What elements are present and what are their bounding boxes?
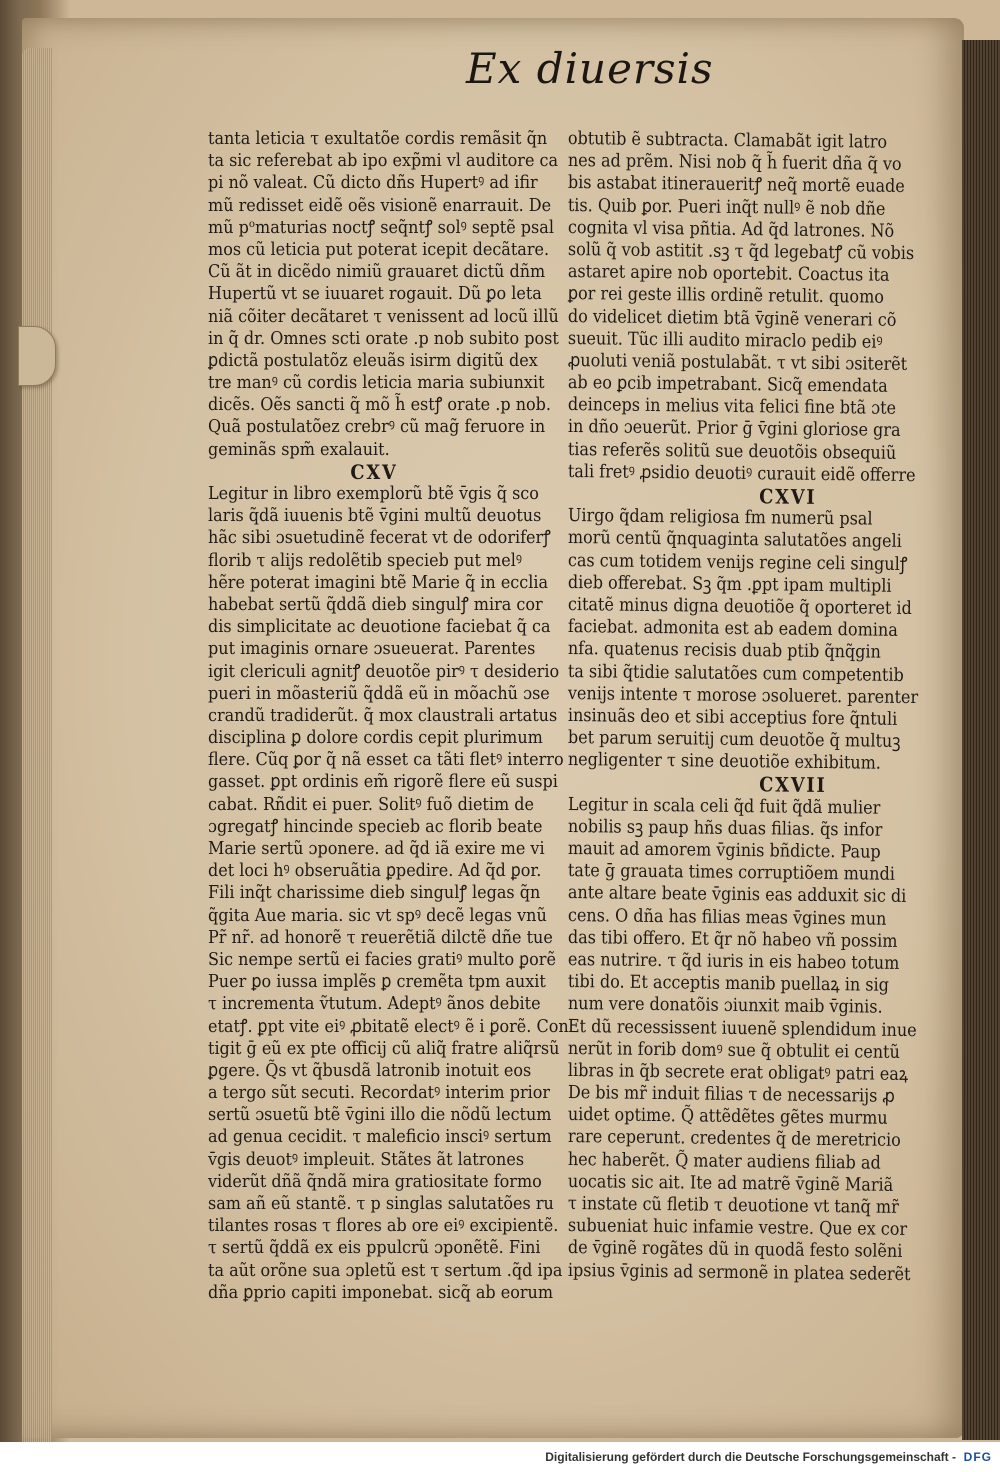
text-line: Fili inq̃t charissime dieb singulꝭ legas q̃n xyxy=(208,882,541,904)
text-line: sueuit. Tũc illi audito miraclo pedib eiꝰ xyxy=(567,327,883,353)
text-line: tilantes rosas τ flores ab ore eiꝰ excipientẽ. xyxy=(208,1215,559,1237)
right-text-block-1 xyxy=(567,128,916,486)
text-line: geminãs spm̃ exalauit. xyxy=(208,438,390,460)
text-line: τ sertũ q̃ddã ex eis ppulcrũ ɔponẽtẽ. Fini xyxy=(208,1237,541,1259)
text-line: mos cũ leticia put poterat icepit decãtare. xyxy=(208,238,550,260)
text-line: bet parum seruitij cum deuotõe q̃ multuꝫ xyxy=(567,727,901,752)
text-line: nes ad prẽm. Nisi nob q̃ h̃ fuerit dña q̃ vo xyxy=(567,150,902,176)
text-line: negligenter τ sine deuotiõe exhibitum. xyxy=(567,749,882,774)
text-line: tis. Quib ꝑor. Pueri inq̃t nullꝰ ẽ nob dñe xyxy=(567,194,886,220)
text-line: eas nutrire. τ q̃d iuris in eis habeo totum xyxy=(567,948,900,974)
text-line: q̃gita Aue maria. sic vt spꝰ decẽ legas vnũ xyxy=(208,904,547,926)
text-line: sertũ ɔsuetũ btẽ v̄gini illo die nõdũ lectum xyxy=(208,1104,552,1126)
text-line: niã cõiter decãtaret τ venissent ad locũ illũ xyxy=(208,305,559,327)
text-line: Et dũ recessissent iuuenẽ splendidum inue xyxy=(567,1015,917,1041)
text-line: igit clericuli agnitꝭ deuotõe pirꝰ τ desiderio xyxy=(208,660,560,682)
text-line: bis astabat itineraueritꝭ neq̃ mortẽ euade xyxy=(567,172,905,198)
text-line: habebat sertũ q̃ddã dieb singulꝭ mira cor xyxy=(208,593,543,615)
running-head: Ex diuersis xyxy=(466,44,714,93)
text-line: mũ pᵒmaturias noctꝭ seq̃ntꝭ solꝰ septẽ psal xyxy=(208,216,554,238)
dfg-logo: DFG xyxy=(963,1450,992,1464)
text-line: sam añ eũ stantẽ. τ p singlas salutatões ru xyxy=(208,1193,554,1214)
text-line: astaret apire nob oportebit. Coactus ita xyxy=(567,261,890,286)
text-line: pi nõ valeat. Cũ dicto dñs Hupertꝰ ad ifir xyxy=(208,172,538,194)
text-line: ꝑdictã postulatõz eleuãs isirm digitũ dex xyxy=(208,349,538,371)
text-line: Sic nempe sertũ ei facies gratiꝰ multo ꝑorẽ xyxy=(208,948,556,970)
text-line: de v̄ginẽ rogãtes dũ in quodã festo solẽni xyxy=(567,1237,903,1263)
text-line: τ incrementa ṽtutum. Adeptꝰ ãnos debite xyxy=(208,993,541,1015)
text-line: faciebat. admonita est ab eadem domina xyxy=(567,616,898,642)
text-line: dieb offerebat. Sꝫ q̃m .ꝑpt ipam multipli xyxy=(567,571,892,597)
book-spine-edge xyxy=(962,40,1000,1440)
text-line: tanta leticia τ exultatõe cordis remãsit q̃n xyxy=(208,128,548,149)
text-line: cabat. Rñdit ei puer. Solitꝰ fuõ dietim de xyxy=(208,793,535,815)
text-line: flere. Cũq ꝑor q̃ nã esset ca tãti fletꝰ interro xyxy=(208,749,564,771)
text-line: nobilis sꝫ paup hñs duas filias. q̃s infor xyxy=(567,815,883,841)
chapter-heading-cxvi: CXVI xyxy=(759,484,817,509)
right-text-block-3 xyxy=(567,793,917,1285)
text-line: citatẽ minus digna deuotiõe q̃ oporteret id xyxy=(567,593,912,619)
text-line: Uirgo q̃dam religiosa fm numerũ psal xyxy=(567,505,873,530)
text-line: morũ centũ q̃nquaginta salutatões angeli xyxy=(567,527,902,553)
text-line: obtutib ẽ subtracta. Clamabãt igit latro xyxy=(567,128,888,153)
digitization-footer xyxy=(0,1442,1000,1472)
text-line: rare ceperunt. credentes q̃ de meretricio xyxy=(567,1126,901,1152)
text-line: gasset. ꝑpt ordinis em̃ rigorẽ flere eũ suspi xyxy=(208,771,558,793)
text-line: nerũt in forib domꝰ sue q̃ obtulit ei centũ xyxy=(567,1037,900,1063)
right-column xyxy=(567,128,919,1285)
text-line: tali fretꝰ ꝓsidio deuotiꝰ curauit eidẽ offerre xyxy=(567,460,916,486)
text-line: viderũt dñã q̃ndã mira gratiositate formo xyxy=(208,1170,542,1192)
left-column xyxy=(208,128,569,1304)
text-line: ipsius v̄ginis ad sermonẽ in platea sederẽt xyxy=(567,1259,911,1285)
text-line: dña ꝑprio capiti imponebat. sicq̃ ab eorum xyxy=(208,1281,554,1303)
text-line: Legitur in scala celi q̃d fuit q̃dã mulier xyxy=(567,793,881,819)
text-line: tre manꝰ cũ cordis leticia maria subiunxit xyxy=(208,372,545,394)
text-line: insinuãs deo et sibi acceptius fore q̃ntuli xyxy=(567,704,898,730)
text-line: tigit ḡ eũ ex pte officij cũ aliq̃ fratre aliq̃rsũ xyxy=(208,1037,560,1059)
text-line: ꝑor rei geste illis ordinẽ retulit. quomo xyxy=(567,283,885,309)
text-line: Pr̃ nr̃. ad honorẽ τ reuerẽtiã dilctẽ dñe tue xyxy=(208,926,553,948)
text-line: tias referẽs solitũ sue deuotõis obsequiũ xyxy=(567,438,897,464)
text-line: ta sic referebat ab ipo exp̃mi vl auditore ca xyxy=(208,150,559,172)
text-line: disciplina ꝑ dolore cordis cepit plurimum xyxy=(208,727,543,749)
text-line: uidet optime. Q̃ attẽdẽtes gẽtes murmu xyxy=(567,1104,888,1130)
text-line: crandũ tradiderũt. q̃ mox claustrali artatus xyxy=(208,704,558,726)
text-line: das tibi offero. Et q̃r nõ habeo vñ possim xyxy=(567,926,898,952)
footer-credit: Digitalisierung gefördert durch die Deutsche Forschungsgemeinschaft - xyxy=(545,1450,956,1464)
text-line: pueri in mõasteriũ q̃ddã eũ in mõachũ ɔse xyxy=(208,682,550,704)
text-line: tate ḡ grauata times corruptiõem mundi xyxy=(567,860,895,886)
text-line: Quã postulatõez crebrꝰ cũ mag̃ feruore in xyxy=(208,416,546,438)
text-line: det loci hꝰ obseruãtia ꝑpedire. Ad q̃d ꝑor. xyxy=(208,860,542,882)
text-line: Legitur in libro exemplorũ btẽ v̄gis q̃ sco xyxy=(208,483,539,504)
text-line: dicẽs. Oẽs sancti q̃ mõ h̃ estꝭ orate .p nob. xyxy=(208,394,552,416)
text-line: hec haberẽt. Q̃ mater audiens filiab ad xyxy=(567,1148,881,1174)
text-line: ꝑgere. Q̃s vt q̃busdã latronib inotuit eos xyxy=(208,1059,532,1081)
left-text-block-1 xyxy=(208,128,558,461)
text-line: a tergo sũt secuti. Recordatꝰ interim prior xyxy=(208,1082,551,1104)
text-line: cas cum totidem venijs regine celi singulꝭ xyxy=(567,549,908,575)
text-line: venijs intente τ morose ɔsolueret. parenter xyxy=(567,682,919,708)
text-line: solũ q̃ vob astitit .sꝫ τ q̃d legebatꝭ cũ vobis xyxy=(567,238,915,265)
text-line: Puer ꝑo iussa implẽs ꝑ cremẽta tpm auxit xyxy=(208,971,546,993)
text-line: subueniat huic infamie vestre. Que ex cor xyxy=(567,1215,908,1241)
text-line: laris q̃dã iuuenis btẽ v̄gini multũ deuotus xyxy=(208,505,542,527)
text-line: ante altare beate v̄ginis eas adduxit sic di xyxy=(567,882,907,908)
right-text-block-2 xyxy=(567,505,919,774)
text-line: nfa. quatenus recisis duab ptib q̃nq̃gin xyxy=(567,638,882,663)
text-line: florib τ alijs redolẽtib specieb put melꝰ xyxy=(208,549,522,571)
text-line: tibi do. Et acceptis manib puellaꝝ in sig xyxy=(567,971,890,996)
text-line: ꝓuoluti veniã postulabãt. τ vt sibi ɔsiterẽt xyxy=(567,349,908,375)
text-line: put imaginis ornare ɔsueuerat. Parentes xyxy=(208,638,536,660)
text-line: num vere donatõis ɔiunxit maib v̄ginis. xyxy=(567,993,883,1019)
text-line: do videlicet dietim btã v̄ginẽ venerari cõ xyxy=(567,305,897,331)
text-line: Hupertũ vt se iuuaret rogauit. Dũ ꝑo leta xyxy=(208,283,542,305)
chapter-heading-cxvii: CXVII xyxy=(759,772,827,798)
text-line: in q̃ dr. Omnes scti orate .p nob subito post xyxy=(208,327,559,349)
text-line: deinceps in melius vita felici fine btã ɔte xyxy=(567,394,897,420)
text-line: hẽre poterat imagini btẽ Marie q̃ in ecclia xyxy=(208,571,549,593)
text-line: hãc sibi ɔsuetudinẽ fecerat vt de odoriferꝭ xyxy=(208,527,551,549)
text-line: Cũ ãt in dicẽdo nimiũ grauaret dictũ dñm xyxy=(208,261,546,283)
text-line: ta sibi q̃tidie salutatões cum competentib xyxy=(567,660,904,686)
text-line: v̄gis deuotꝰ impleuit. Stãtes ãt latrones xyxy=(208,1148,525,1170)
text-line: Marie sertũ ɔponere. ad q̃d iã exire me vi xyxy=(208,838,545,859)
chapter-heading-cxv: CXV xyxy=(350,459,398,484)
text-line: τ instate cũ fletib τ deuotione vt tanq̃ mr̃ xyxy=(567,1193,899,1218)
text-line: cens. O dña has filias meas v̄gines mun xyxy=(567,904,887,930)
page-edges xyxy=(22,48,52,1448)
text-line: dis simplicitate ac deuotione faciebat q̃ ca xyxy=(208,616,551,638)
text-line: mũ redisset eidẽ oẽs visionẽ enarrauit. De xyxy=(208,194,552,216)
text-line: ɔgregatꝭ hincinde specieb ac florib beate xyxy=(208,815,543,837)
text-line: ta aũt orõne sua ɔpletũ est τ sertum .q̃d ipa xyxy=(208,1259,563,1281)
text-line: mauit ad amorem v̄ginis bñdicte. Paup xyxy=(567,838,881,863)
text-line: ab eo ꝑcib impetrabant. Sicq̃ emendata xyxy=(567,372,888,397)
text-line: cognita vl visa pñtia. Ad q̃d latrones. Nõ xyxy=(567,216,895,242)
text-line: ad genua cecidit. τ maleficio insciꝰ sertum xyxy=(208,1126,552,1148)
text-line: in dño ɔeuerũt. Prior ḡ v̄gini gloriose gra xyxy=(567,416,901,442)
left-text-block-2 xyxy=(208,483,569,1304)
text-line: etatꝭ. ꝑpt vite eiꝰ ꝓbitatẽ electꝰ ẽ i ꝑorẽ. Con xyxy=(208,1015,569,1037)
text-line: De bis mr̃ induit filias τ de necessarijs ꝓ xyxy=(567,1082,896,1107)
text-line: uocatis sic ait. Ite ad matrẽ v̄ginẽ Mariã xyxy=(567,1170,894,1196)
text-line: libras in q̃b secrete erat obligatꝰ patri eaꝝ xyxy=(567,1059,909,1085)
page-marker-tab xyxy=(18,326,56,386)
